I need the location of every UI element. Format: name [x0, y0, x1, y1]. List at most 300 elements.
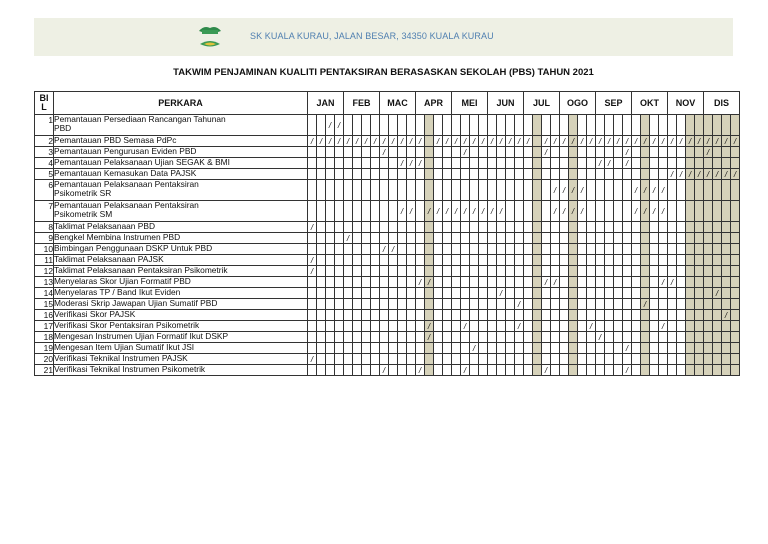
week-cell [695, 277, 704, 288]
week-cell [362, 354, 371, 365]
activity-text: Moderasi Skrip Jawapan Ujian Sumatif PBD [54, 298, 218, 308]
week-mark: / [308, 222, 317, 233]
week-cell [632, 115, 641, 136]
week-cell [686, 201, 695, 222]
week-mark: / [713, 169, 722, 180]
week-cell [479, 169, 488, 180]
week-cell [731, 222, 740, 233]
table-row [35, 233, 740, 244]
week-cell [578, 147, 587, 158]
week-cell [632, 288, 641, 299]
week-cell [551, 266, 560, 277]
week-cell [488, 299, 497, 310]
week-cell [551, 115, 560, 136]
week-cell [443, 147, 452, 158]
week-cell [641, 310, 650, 321]
week-cell [326, 255, 335, 266]
week-cell [371, 266, 380, 277]
table-row [35, 343, 740, 354]
week-cell [686, 354, 695, 365]
week-cell [542, 332, 551, 343]
week-cell [677, 266, 686, 277]
week-cell [488, 255, 497, 266]
week-cell [704, 288, 713, 299]
week-cell [659, 222, 668, 233]
week-cell [497, 147, 506, 158]
week-cell [389, 255, 398, 266]
week-cell [668, 147, 677, 158]
week-cell [434, 147, 443, 158]
week-cell [317, 115, 326, 136]
table-row [35, 115, 740, 136]
week-cell [425, 115, 434, 136]
week-cell [380, 158, 389, 169]
week-cell [479, 288, 488, 299]
week-mark: / [308, 136, 317, 147]
week-cell [650, 277, 659, 288]
week-cell [560, 115, 569, 136]
week-cell [704, 343, 713, 354]
week-cell [722, 147, 731, 158]
week-cell [713, 310, 722, 321]
week-cell [578, 115, 587, 136]
week-cell [416, 147, 425, 158]
week-cell [596, 343, 605, 354]
week-cell [479, 365, 488, 376]
week-cell [578, 158, 587, 169]
week-mark: / [659, 277, 668, 288]
week-cell [344, 244, 353, 255]
activity-text: Mengesan Item Ujian Sumatif Ikut JSI [54, 342, 195, 352]
week-cell [659, 310, 668, 321]
week-cell [506, 255, 515, 266]
week-cell [479, 310, 488, 321]
week-cell [704, 321, 713, 332]
week-cell [533, 136, 542, 147]
week-mark: / [596, 332, 605, 343]
week-cell [533, 169, 542, 180]
week-cell [578, 343, 587, 354]
week-cell [452, 277, 461, 288]
week-cell [470, 115, 479, 136]
table-row [35, 255, 740, 266]
week-cell [308, 343, 317, 354]
month-header-okt: OKT [632, 92, 668, 115]
week-cell [452, 180, 461, 201]
week-mark: / [587, 136, 596, 147]
week-cell [713, 115, 722, 136]
week-mark: / [668, 277, 677, 288]
week-cell [524, 321, 533, 332]
week-cell [506, 158, 515, 169]
week-cell [461, 233, 470, 244]
week-cell [443, 158, 452, 169]
week-cell [722, 332, 731, 343]
week-cell [326, 222, 335, 233]
week-cell [389, 115, 398, 136]
week-cell [479, 255, 488, 266]
table-row [35, 277, 740, 288]
week-cell [542, 255, 551, 266]
week-cell [722, 222, 731, 233]
week-cell [623, 310, 632, 321]
week-mark: / [596, 158, 605, 169]
week-cell [371, 343, 380, 354]
week-cell [416, 343, 425, 354]
week-mark: / [416, 136, 425, 147]
week-mark: / [596, 136, 605, 147]
week-cell [596, 115, 605, 136]
week-cell [443, 321, 452, 332]
week-cell [461, 354, 470, 365]
week-cell [578, 299, 587, 310]
week-cell [434, 299, 443, 310]
week-cell [515, 244, 524, 255]
week-cell [587, 354, 596, 365]
week-cell [308, 332, 317, 343]
week-cell [470, 233, 479, 244]
week-mark: / [497, 136, 506, 147]
activity-text: Verifikasi Teknikal Instrumen Psikometrik [54, 364, 206, 374]
week-cell [407, 299, 416, 310]
week-cell [623, 299, 632, 310]
week-cell [416, 321, 425, 332]
week-cell [389, 321, 398, 332]
week-cell [344, 255, 353, 266]
week-cell [479, 332, 488, 343]
week-cell [515, 169, 524, 180]
week-cell [632, 244, 641, 255]
week-cell [524, 180, 533, 201]
activity-text: Pemantauan Pelaksanaan Pentaksiran [54, 200, 199, 210]
week-cell [704, 115, 713, 136]
week-cell [353, 299, 362, 310]
week-cell [614, 266, 623, 277]
week-cell [506, 310, 515, 321]
week-cell [704, 233, 713, 244]
week-cell [596, 299, 605, 310]
week-cell [605, 288, 614, 299]
week-cell [614, 158, 623, 169]
week-mark: / [722, 169, 731, 180]
week-mark: / [407, 136, 416, 147]
week-cell [335, 169, 344, 180]
week-cell [713, 180, 722, 201]
week-mark: / [308, 354, 317, 365]
week-cell [578, 233, 587, 244]
week-cell [632, 169, 641, 180]
week-cell [704, 222, 713, 233]
week-cell [695, 288, 704, 299]
week-mark: / [479, 201, 488, 222]
week-cell [722, 299, 731, 310]
week-cell [488, 354, 497, 365]
week-cell [389, 233, 398, 244]
week-mark: / [587, 321, 596, 332]
week-cell [497, 158, 506, 169]
week-mark: / [632, 201, 641, 222]
week-cell [659, 115, 668, 136]
week-cell [524, 365, 533, 376]
week-cell [659, 158, 668, 169]
week-cell [506, 365, 515, 376]
week-cell [605, 147, 614, 158]
week-cell [695, 147, 704, 158]
week-cell [389, 365, 398, 376]
week-cell [677, 288, 686, 299]
activity-cell [54, 255, 308, 266]
week-cell [704, 255, 713, 266]
week-cell [452, 115, 461, 136]
week-cell [524, 266, 533, 277]
activity-cell [54, 343, 308, 354]
week-cell [650, 288, 659, 299]
week-cell [596, 277, 605, 288]
week-cell [686, 115, 695, 136]
week-cell [551, 354, 560, 365]
week-cell [587, 147, 596, 158]
week-cell [614, 365, 623, 376]
week-cell [371, 365, 380, 376]
week-cell [398, 147, 407, 158]
activity-cell [54, 201, 308, 222]
week-cell [416, 180, 425, 201]
week-mark: / [614, 136, 623, 147]
week-cell [704, 354, 713, 365]
activity-text: Verifikasi Skor Pentaksiran Psikometrik [54, 320, 200, 330]
week-cell [362, 277, 371, 288]
week-cell [416, 354, 425, 365]
table-row [35, 332, 740, 343]
week-cell [542, 299, 551, 310]
week-cell [605, 332, 614, 343]
week-cell [371, 332, 380, 343]
week-cell [578, 321, 587, 332]
week-cell [497, 115, 506, 136]
week-cell [362, 288, 371, 299]
activity-text: Pemantauan Kemasukan Data PAJSK [54, 168, 197, 178]
week-mark: / [659, 180, 668, 201]
week-cell [641, 115, 650, 136]
week-cell [722, 180, 731, 201]
week-mark: / [425, 332, 434, 343]
week-cell [434, 288, 443, 299]
week-cell [497, 343, 506, 354]
week-cell [533, 332, 542, 343]
week-cell [551, 255, 560, 266]
activity-cell [54, 222, 308, 233]
week-cell [317, 332, 326, 343]
row-number: 15 [35, 299, 54, 310]
week-cell [659, 255, 668, 266]
week-cell [695, 115, 704, 136]
week-cell [623, 288, 632, 299]
table-row [35, 266, 740, 277]
week-cell [353, 222, 362, 233]
week-cell [722, 354, 731, 365]
week-cell [677, 332, 686, 343]
week-cell [623, 321, 632, 332]
week-cell [461, 310, 470, 321]
week-cell [353, 180, 362, 201]
week-mark: / [398, 136, 407, 147]
row-number: 11 [35, 255, 54, 266]
week-cell [443, 332, 452, 343]
week-mark: / [551, 201, 560, 222]
week-cell [695, 299, 704, 310]
week-cell [713, 277, 722, 288]
week-cell [524, 169, 533, 180]
week-cell [344, 354, 353, 365]
week-cell [569, 354, 578, 365]
week-mark: / [326, 136, 335, 147]
activity-cell [54, 277, 308, 288]
week-cell [695, 332, 704, 343]
table-row [35, 158, 740, 169]
week-cell [353, 310, 362, 321]
week-cell [641, 321, 650, 332]
week-cell [605, 115, 614, 136]
activity-cell [54, 332, 308, 343]
week-cell [641, 233, 650, 244]
week-cell [326, 365, 335, 376]
week-mark: / [497, 288, 506, 299]
week-mark: / [641, 180, 650, 201]
activity-text: Psikometrik SR [54, 188, 112, 198]
week-cell [488, 244, 497, 255]
month-header-jul: JUL [524, 92, 560, 115]
week-mark: / [488, 201, 497, 222]
week-cell [542, 222, 551, 233]
week-cell [560, 310, 569, 321]
week-cell [704, 365, 713, 376]
week-cell [641, 277, 650, 288]
week-cell [713, 147, 722, 158]
week-cell [488, 158, 497, 169]
week-cell [407, 288, 416, 299]
week-mark: / [578, 201, 587, 222]
week-cell [470, 321, 479, 332]
week-cell [596, 354, 605, 365]
week-cell [542, 233, 551, 244]
week-cell [326, 147, 335, 158]
week-cell [416, 233, 425, 244]
week-cell [470, 255, 479, 266]
week-cell [668, 180, 677, 201]
week-cell [641, 354, 650, 365]
week-cell [326, 354, 335, 365]
week-cell [371, 244, 380, 255]
week-cell [488, 180, 497, 201]
week-cell [425, 266, 434, 277]
week-cell [506, 147, 515, 158]
week-cell [443, 244, 452, 255]
week-cell [515, 332, 524, 343]
week-cell [677, 180, 686, 201]
week-cell [596, 244, 605, 255]
week-cell [497, 222, 506, 233]
week-cell [317, 354, 326, 365]
week-cell [650, 147, 659, 158]
week-cell [416, 115, 425, 136]
week-cell [533, 288, 542, 299]
week-cell [695, 321, 704, 332]
week-cell [695, 310, 704, 321]
week-cell [371, 169, 380, 180]
week-cell [596, 201, 605, 222]
week-cell [389, 288, 398, 299]
week-cell [407, 321, 416, 332]
week-cell [488, 332, 497, 343]
week-cell [659, 365, 668, 376]
week-cell [731, 288, 740, 299]
week-cell [524, 354, 533, 365]
week-cell [317, 310, 326, 321]
row-number: 16 [35, 310, 54, 321]
month-header-dis: DIS [704, 92, 740, 115]
week-cell [569, 288, 578, 299]
week-cell [353, 169, 362, 180]
week-cell [533, 277, 542, 288]
week-cell [722, 201, 731, 222]
perkara-label: PERKARA [158, 98, 203, 108]
activity-cell [54, 354, 308, 365]
week-cell [533, 115, 542, 136]
row-number: 9 [35, 233, 54, 244]
week-mark: / [443, 136, 452, 147]
week-cell [389, 332, 398, 343]
week-cell [623, 169, 632, 180]
week-cell [578, 354, 587, 365]
week-mark: / [470, 201, 479, 222]
week-cell [686, 158, 695, 169]
week-cell [317, 180, 326, 201]
week-mark: / [695, 169, 704, 180]
week-cell [353, 332, 362, 343]
week-cell [632, 266, 641, 277]
week-mark: / [515, 136, 524, 147]
week-cell [632, 354, 641, 365]
week-cell [326, 158, 335, 169]
week-cell [713, 201, 722, 222]
week-cell [443, 266, 452, 277]
week-cell [317, 233, 326, 244]
week-cell [614, 115, 623, 136]
week-cell [686, 244, 695, 255]
week-cell [479, 299, 488, 310]
week-cell [497, 277, 506, 288]
week-cell [407, 277, 416, 288]
week-cell [335, 354, 344, 365]
week-mark: / [506, 136, 515, 147]
week-mark: / [416, 277, 425, 288]
activity-cell [54, 180, 308, 201]
week-cell [731, 201, 740, 222]
week-cell [497, 266, 506, 277]
week-cell [488, 321, 497, 332]
week-cell [425, 365, 434, 376]
week-cell [605, 321, 614, 332]
week-cell [659, 244, 668, 255]
week-cell [650, 310, 659, 321]
week-mark: / [704, 147, 713, 158]
week-cell [668, 233, 677, 244]
row-number: 8 [35, 222, 54, 233]
week-cell [344, 343, 353, 354]
week-cell [335, 365, 344, 376]
week-cell [560, 365, 569, 376]
week-cell [470, 332, 479, 343]
